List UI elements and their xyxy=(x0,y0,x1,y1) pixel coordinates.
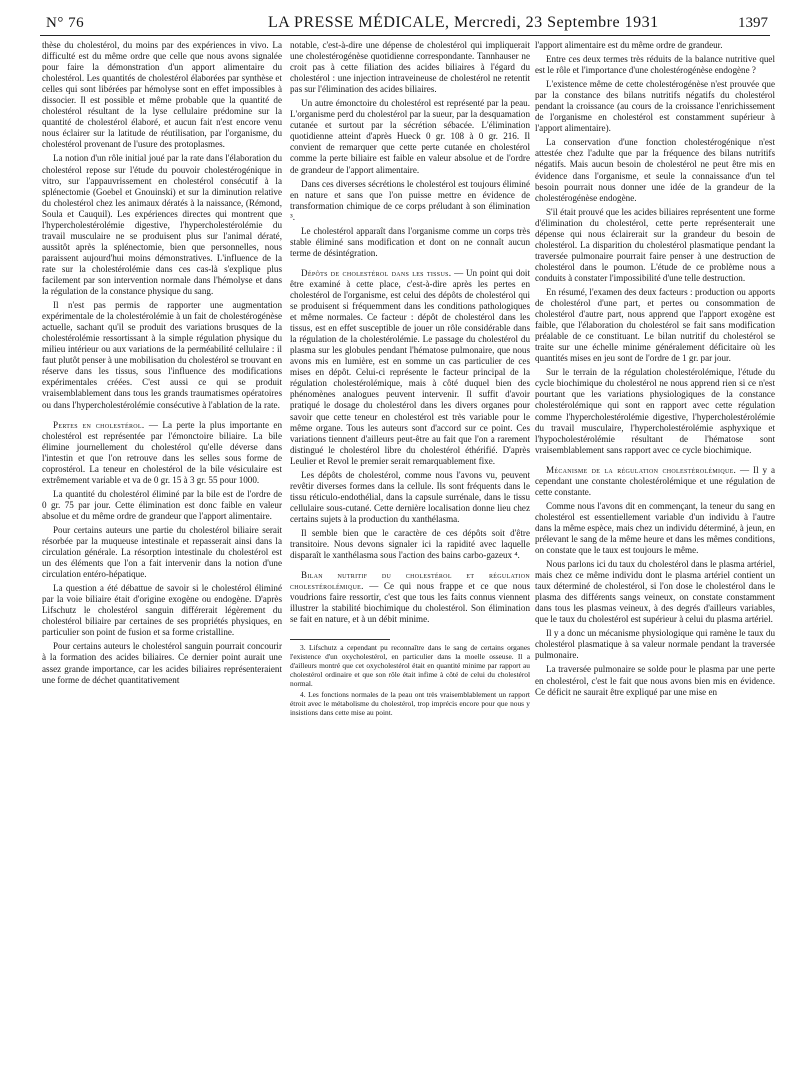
paragraph: Le cholestérol apparaît dans l'organisme comme un corps très stable éliminé sans modification et dont on ne connaît aucun terme de désintégration. xyxy=(290,225,530,258)
footnote: 3. Lifschutz a cependant pu reconnaître dans le sang de certains organes l'existence d'un oxycholestérol, en particulier dans la moelle osseuse. Il a d'ailleurs montré que cet oxycholestérol était en quantité minime par rapport au cholestérol ordinaire et que son rôle était infime à côté de celui du cholestérol normal. xyxy=(290,643,530,688)
paragraph: Il y a donc un mécanisme physiologique qui ramène le taux du cholestérol plasmatique à sa valeur normale pendant la traversée pulmonaire. xyxy=(535,628,775,661)
section-text: — Un point qui doit être examiné à cette place, c'est-à-dire après les pertes en cholestérol de l'organisme, est celui des dépôts de cholestérol qui se produisent si fréquemment dans les conditions pathologiques et même normales. Ce facteur : dépôt de cholestérol dans les tissus, est en effet susceptible de jouer un rôle considérable dans la régulation de la cholestérolémie. Le passage du cholestérol du plasma sur les globules pendant l'hématose pulmonaire, que nous avons mis en lumière, est en somme un cas particulier de ces mises en dépôt. Celui-ci représente le facteur principal de la régulation cholestérolémique, mais à côté duquel bien des phénomènes analogues peuvent intervenir. Il suffit d'avoir pratiqué le dosage du cholestérol dans les divers organes pour savoir que cette teneur en cholestérol est très variable pour le même organe. Tous les auteurs sont d'accord sur ce point. Ces variations tiennent d'ailleurs peut-être au fait que l'on a rarement distingué le cholestérol libre du cholestérol éthérifié. D'après Leulier et Revol le premier serait remarquablement fixe. xyxy=(290,267,530,466)
paragraph: Entre ces deux termes très réduits de la balance nutritive quel est le rôle et l'importance d'une cholestérogénèse endogène ? xyxy=(535,54,775,76)
paragraph: l'apport alimentaire est du même ordre de grandeur. xyxy=(535,40,723,50)
paragraph: Un autre émonctoire du cholestérol est représenté par la peau. L'organisme perd du cholestérol par la sueur, par la desquamation cutanée et surtout par la sécrétion sébacée. L'élimination quotidienne atteint d'après Hueck 0 gr. 108 à 0 gr. 216. Il convient de remarquer que cette perte cutanée en cholestérol comme la perte biliaire est faible en valeur absolue et de l'ordre de grandeur de l'apport alimentaire. xyxy=(290,98,530,175)
paragraph: Dans ces diverses sécrétions le cholestérol est toujours éliminé en nature et sans que l'on puisse mettre en évidence de transformation chimique de ce corps préludant à son élimination ³. xyxy=(290,178,530,222)
section-heading-mecanisme: Mécanisme de la régulation cholestérolémique. xyxy=(546,464,737,475)
paragraph: Sur le terrain de la régulation cholestérolémique, l'étude du cycle biochimique du cholestérol ne nous apprend rien si ce n'est pourtant que les variations physiologiques de la constance cholestérolémique qui sont en rapport avec cette régulation comme l'hypercholestérolémie digestive, l'hypercholestérolémie du travail musculaire, l'hypercholestérolémie asphyxique et l'hypocholestérolémie résultant de l'hématose sont vraisemblablement sans rapport avec ce cycle biochimique. xyxy=(535,367,775,455)
section-paragraph xyxy=(42,420,282,486)
paragraph: La question a été débattue de savoir si le cholestérol éliminé par la voie biliaire était d'origine exogène ou endogène. D'après Lifschutz le cholestérol sanguin différerait légèrement du cholestérol biliaire par certaines de ses propriétés physiques, en particulier son point de fusion et sa forme cristalline. xyxy=(42,583,282,638)
paragraph: thèse du cholestérol, du moins par des expériences in vivo. La difficulté est du même ordre que celle que nous avons signalée pour faire la démonstration d'un apport alimentaire du cholestérol. Les quantités de cholestérol élaborées par synthèse et celles qui sont libérées par hémolyse sont en effet impossibles à dissocier. Il est possible et même probable que la quantité de cholestérol résultant de la lyse cellulaire prédomine sur la quantité de cholestérol élaboré, et aucun fait n'est encore venu nous éclairer sur la latitude de réutilisation, par l'organisme, du cholestérol provenant de l'usure des protoplasmes. xyxy=(42,40,282,150)
section-text: — Il y a cependant une constante cholestérolémique et une régulation de cette constante. xyxy=(535,464,775,497)
paragraph: notable, c'est-à-dire une dépense de cholestérol qui impliquerait une cholestérogénèse quotidienne correspondante. Tannhauser ne croit pas à cette filiation des acides biliaires à l'égard du cholestérol : une injection intraveineuse de cholestérol ne retentit pas sur l'élimination des acides biliaires. xyxy=(290,40,530,95)
page-number: 1397 xyxy=(738,15,768,31)
paragraph: Pour certains auteurs une partie du cholestérol biliaire serait résorbée par la muqueuse intestinale et repasserait ainsi dans la circulation générale. La résorption intestinale du cholestérol est un des éléments que l'on a fait intervenir dans la notion d'une circulation entéro-hépatique. xyxy=(42,524,282,580)
paragraph: Comme nous l'avons dit en commençant, la teneur du sang en cholestérol est essentiellement variable d'un individu à l'autre dans la même espèce, mais chez un individu déterminé, à jeun, en prélevant le sang de la même heure et dans les mêmes conditions, on constate que le taux est toujours le même. xyxy=(535,500,775,556)
paragraph: La traversée pulmonaire se solde pour le plasma par une perte en cholestérol, c'est le fait que nous avons bien mis en évidence. Ce déficit ne saurait être expliqué par une mise en xyxy=(535,664,775,697)
section-heading-bilan: Bilan nutritif du cholestérol et régulation cholestérolémique. xyxy=(290,570,530,592)
page-header xyxy=(40,11,770,36)
paragraph: Nous parlons ici du taux du cholestérol dans le plasma artériel, mais chez ce même individu dont le plasma artériel contient un taux déterminé de cholestérol, si l'on dose le cholestérol dans le plasma des différents sangs veineux, on constate constamment dans tous les plasmas veineux, à des degrés d'ailleurs variables, que le taux du cholestérol est supérieur à celui du plasma artériel. xyxy=(535,559,775,625)
text-column-1 xyxy=(42,40,282,689)
section-paragraph xyxy=(290,268,530,467)
section-text: — La perte la plus importante en cholestérol est représentée par l'émonctoire biliaire. La bile élimine journellement du cholestérol qu'elle déverse dans l'intestin et que l'on retrouve dans les selles sous forme de coprostérol. La teneur en cholestérol de la bile vésiculaire est extrêmement variable et va de 0 gr. 15 à 3 gr. 55 pour 1000. xyxy=(42,419,283,485)
paragraph: La notion d'un rôle initial joué par la rate dans l'élaboration du cholestérol repose sur l'étude du pouvoir cholestérogénique in vitro, sur l'appauvrissement en cholestérol consécutif à la splénectomie (Goebel et Gnouinski) et sur la diminution relative du cholestérol chez les animaux dératés à la naissance, (Rémond, Soula et Cauquil). Les expériences directes qui montrent que l'hypercholestérolémie digestive, l'hypercholestérolémie du travail musculaire ne se produisent plus sur l'animal dératé, aussitôt après la splénectomie, bien que personnelles, nous paraissent aujourd'hui moins démonstratives. L'influence de la rate sur la cholestérolémie dans ces cas-là s'explique plus facilement par son intervention normale dans l'hémolyse et dans la régulation de la constance physique du sang. xyxy=(42,153,282,297)
text-column-2 xyxy=(290,40,530,720)
issue-number: N° 76 xyxy=(46,15,85,31)
section-paragraph xyxy=(290,570,530,625)
paragraph: L'existence même de cette cholestérogénèse n'est prouvée que par la constance des bilans nutritifs négatifs du cholestérol pendant la croissance (au cours de la croissance l'enrichissement de l'organisme en cholestérol est constamment supérieur à l'apport alimentaire). xyxy=(535,79,775,134)
section-paragraph xyxy=(535,465,775,498)
section-heading-depots: Dépôts de cholestérol dans les tissus. xyxy=(301,267,452,278)
paragraph: Les dépôts de cholestérol, comme nous l'avons vu, peuvent revêtir diverses formes dans la cellule. Ils sont fréquents dans le tissu réticulo-endothélial, dans la capsule surrénale, dans le tissu cellulaire sous-cutané. Cette dernière localisation donne lieu chez certains sujets à la production du xanthélasma. xyxy=(290,469,530,524)
paragraph: La quantité du cholestérol éliminé par la bile est de l'ordre de 0 gr. 75 par jour. Cette élimination est donc faible en valeur absolue et du même ordre de grandeur que l'apport alimentaire. xyxy=(42,488,282,521)
paragraph: En résumé, l'examen des deux facteurs : production ou apports de cholestérol d'une part, et pertes ou consommation de cholestérol d'autre part, nous apprend que l'apport exogène est faible, que l'élaboration du cholestérol se fait sans modification préalable de ce constituant. Le bilan nutritif du cholestérol se traite sur une échelle minime généralement déficitaire où les quantités mises en jeu sont de l'ordre de 1 gr. par jour. xyxy=(535,286,775,364)
section-text: — Ce qui nous frappe et ce que nous voudrions faire ressortir, c'est que tous les faits connus viennent illustrer la stabilité biochimique du cholestérol. Son élimination se fait en nature, et à un débit minime. xyxy=(290,581,530,625)
paragraph: La conservation d'une fonction cholestérogénique n'est attestée chez l'adulte que par la fréquence des bilans nutritifs négatifs. Mais aucun besoin de cholestérol ne peut être mis en évidence dans l'organisme, et seule la connaissance d'un tel besoin pourrait nous donner une idée de la grandeur de la cholestérogénèse endogène. xyxy=(535,137,775,203)
paragraph: Pour certains auteurs le cholestérol sanguin pourrait concourir à la formation des acides biliaires. Ce dernier point aurait une assez grande importance, car les acides biliaires représenteraient une forme de déchet quantitativement xyxy=(42,641,282,685)
text-column-3 xyxy=(535,40,775,701)
paragraph: S'il était prouvé que les acides biliaires représentent une forme d'élimination du cholestérol, cette perte représenterait une dépense qui nous éclairerait sur la grandeur du besoin de cholestérol. La disparition du cholestérol plasmatique pendant la traversée pulmonaire pourrait faire penser à une destruction de cholestérol dans le poumon. L'étude de ce problème nous a conduits à constater l'impossibilité d'une telle destruction. xyxy=(535,206,775,283)
footnote-divider xyxy=(290,639,390,640)
paragraph: Il semble bien que le caractère de ces dépôts soit d'être transitoire. Nous devons signaler ici la rapidité avec laquelle disparaît le xanthélasma sous l'action des bains carbo-gazeux ⁴. xyxy=(290,527,530,561)
journal-title: LA PRESSE MÉDICALE, Mercredi, 23 Septembre 1931 xyxy=(268,14,659,31)
paragraph: Il n'est pas permis de rapporter une augmentation expérimentale de la cholestérolémie à un fait de cholestérogénèse actuelle, sachant qu'il se produit des variations brusques de la cholestérolémie ressortissant à la simple régulation physique du milieu intérieur ou aux variations de la perméabilité cellulaire : il faut plutôt penser à une mobilisation du cholestérol se trouvant en réserve dans les tissus, sous l'influence des modifications expérimentales créées. C'est aussi ce qui se produit vraisemblablement dans tous les grands traumatismes opératoires ou dans l'hypercholestérolémie consécutive à l'ablation de la rate. xyxy=(42,300,282,410)
footnote: 4. Les fonctions normales de la peau ont très vraisemblablement un rapport étroit avec le métabolisme du cholestérol, trop imprécis encore pour que nous y insistions dans cette mise au point. xyxy=(290,689,530,717)
section-heading-pertes: Pertes en cholestérol. xyxy=(53,419,145,430)
